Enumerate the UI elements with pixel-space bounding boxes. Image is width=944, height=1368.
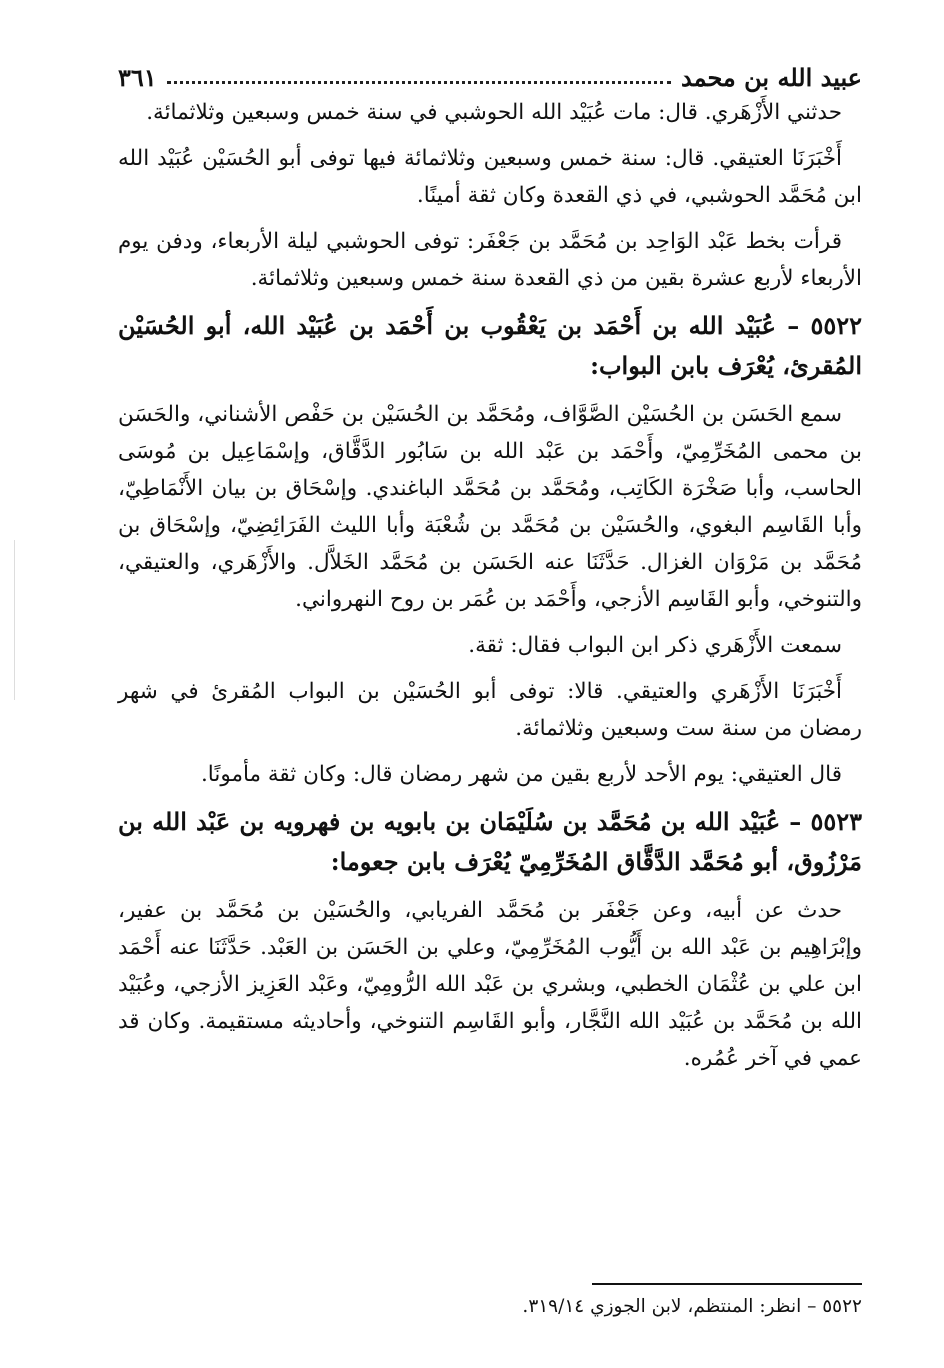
page-number: ٣٦١ — [118, 63, 157, 92]
margin-mark — [14, 540, 19, 700]
entry-heading-5522: ٥٥٢٢ – عُبَيْد الله بن أَحْمَد بن يَعْقُوب بن أَحْمَد بن عُبَيْد الله، أبو الحُسَيْن المُقرئ، يُعْرَف بابن البواب: — [118, 311, 862, 380]
paragraph: سمعت الأَزْهَري ذكر ابن البواب فقال: ثقة. — [468, 633, 842, 658]
footnote-separator — [592, 1283, 862, 1285]
paragraph: حدثني الأَزْهَري. قال: مات عُبَيْد الله الحوشبي في سنة خمس وسبعين وثلاثمائة. — [146, 100, 842, 125]
main-text — [118, 94, 862, 1086]
header-leader-dots — [167, 80, 671, 84]
footnote: ٥٥٢٢ – انظر: المنتظم، لابن الجوزي ٣١٩/١٤. — [522, 1296, 862, 1317]
paragraph: أَخْبَرَنَا العتيقي. قال: سنة خمس وسبعين وثلاثمائة فيها توفى أبو الحُسَيْن عُبَيْد الله ابن مُحَمَّد الحوشبي، في ذي القعدة وكان ثقة أمينًا. — [118, 146, 862, 208]
entry-heading-5523: ٥٥٢٣ – عُبَيْد الله بن مُحَمَّد بن سُلَيْمَان بن بابويه بن فهرويه بن عَبْد الله بن مَرْزُوق، أبو مُحَمَّد الدَّقَّاق المُخَرِّمِيّ يُعْرَف بابن جعوما: — [118, 807, 862, 876]
paragraph: سمع الحَسَن بن الحُسَيْن الصَّوَّاف، ومُحَمَّد بن الحُسَيْن بن حَفْص الأشناني، والحَسَن بن محمى المُخَرِّمِيّ، وأَحْمَد بن عَبْد الله بن سَابُور الدَّقَّاق، وإسْمَاعِيل بن مُوسَى الحاسب، وأبا صَخْرَة الكَاتِب، ومُحَمَّد بن مُحَمَّد الباغندي. وإسْحَاق بن بيان الأَنْمَاطِيّ، وأبا القَاسِم البغوي، والحُسَيْن بن مُحَمَّد بن شُعْبَة وأبا الليث الفَرَائِضِيّ، وإسْحَاق بن مُحَمَّد بن مَرْوَان الغزال. حَدَّثَنَا عنه الحَسَن بن مُحَمَّد الخَلاَّل. والأَزْهَري، والعتيقي، والتنوخي، وأبو القَاسِم الأزجي، وأَحْمَد بن عُمَر بن روح النهرواني. — [118, 402, 862, 612]
page-header — [118, 52, 862, 92]
paragraph: أَخْبَرَنَا الأَزْهَري والعتيقي. قالا: توفى أبو الحُسَيْن بن البواب المُقرئ في شهر رمضان من سنة ست وسبعين وثلاثمائة. — [118, 679, 862, 741]
paragraph: حدث عن أبيه، وعن جَعْفَر بن مُحَمَّد الفريابي، والحُسَيْن بن مُحَمَّد بن عفير، وإبْرَاهِيم بن عَبْد الله بن أَيُّوب المُخَرِّمِيّ، وعلي بن الحَسَن بن العَبْد. حَدَّثَنَا عنه أَحْمَد ابن علي بن عُثْمَان الخطبي، وبشري بن عَبْد الله الرُّومِيّ، وعَبْد العَزِيز الأزجي، وعُبَيْد الله بن مُحَمَّد بن عُبَيْد الله النَّجَّار، وأبو القَاسِم التنوخي، وأحاديثه مستقيمة. وكان قد عمي في آخر عُمُره. — [118, 898, 862, 1071]
paragraph: قرأت بخط عَبْد الوَاحِد بن مُحَمَّد بن جَعْفَر: توفى الحوشبي ليلة الأربعاء، ودفن يوم الأربعاء لأربع عشرة بقين من ذي القعدة سنة خمس وسبعين وثلاثمائة. — [118, 229, 862, 291]
paragraph: قال العتيقي: يوم الأحد لأربع بقين من شهر رمضان قال: وكان ثقة مأمونًا. — [200, 762, 842, 787]
running-title: عبيد الله بن محمد — [680, 63, 862, 92]
